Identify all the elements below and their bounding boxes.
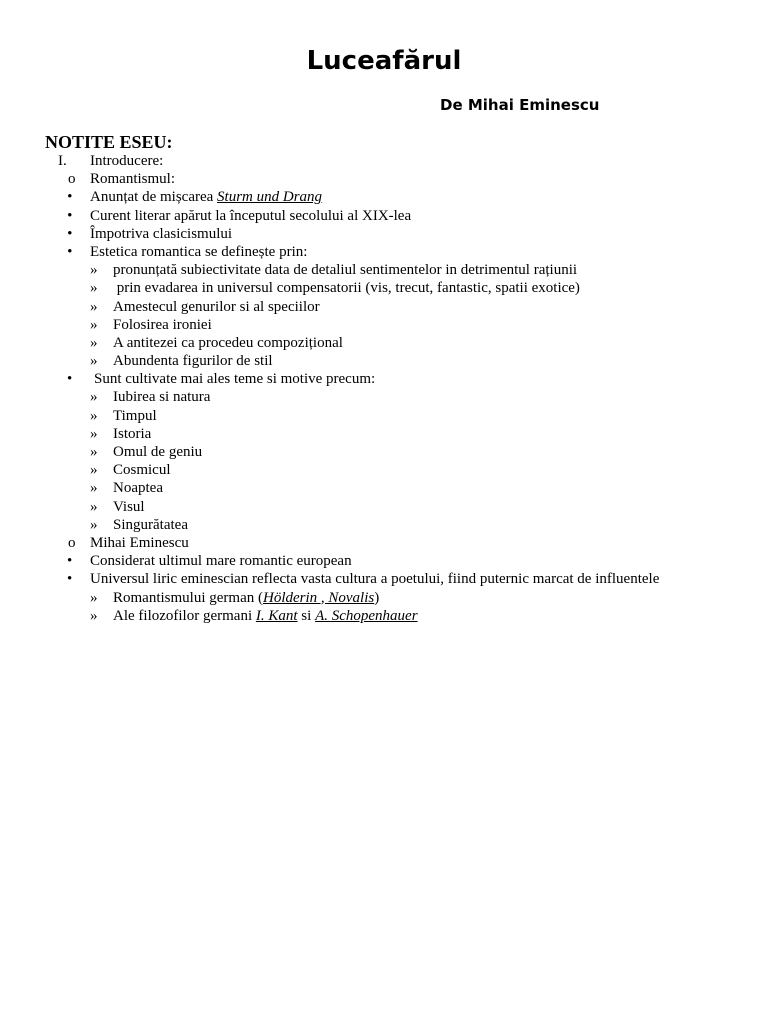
chevron-bullet-icon: »	[90, 353, 98, 370]
sub-item	[0, 479, 768, 497]
item-text: Mihai Eminescu	[90, 534, 189, 551]
chevron-bullet-icon: »	[90, 516, 98, 533]
sub-item	[0, 279, 768, 297]
sub-item	[0, 352, 768, 370]
sub-item-text: A antitezei ca procedeu compozițional	[113, 334, 343, 351]
sub-item-text: Iubirea si natura	[113, 389, 211, 406]
item-text: Împotriva clasicismului	[90, 225, 233, 242]
sub-item-text: Amestecul genurilor si al speciilor	[113, 298, 320, 315]
sub-item-text: Singurătatea	[113, 516, 188, 533]
sub-item-text: Noaptea	[113, 480, 163, 497]
sub-item	[0, 425, 768, 443]
document-author: De Mihai Eminescu	[440, 96, 600, 114]
sub-item-text: Timpul	[113, 407, 157, 424]
sub-item	[0, 298, 768, 316]
sub-item	[0, 589, 768, 607]
bullet-marker: •	[67, 371, 73, 388]
reference-schopenhauer: A. Schopenhauer	[315, 607, 418, 624]
sub-item-text: prin evadarea in universul compensatorii (vis, trecut, fantastic, spatii exotice)	[113, 280, 580, 297]
sub-item-text: Istoria	[113, 425, 152, 442]
chevron-bullet-icon: »	[90, 498, 98, 515]
outline-item-eminescu	[0, 534, 768, 552]
bullet-marker: •	[67, 553, 73, 570]
outline-item-curent	[0, 207, 768, 225]
outline-item-teme	[0, 370, 768, 388]
chevron-bullet-icon: »	[90, 462, 98, 479]
sub-item	[0, 607, 768, 625]
sub-item-text: Folosirea ironiei	[113, 316, 212, 333]
sub-item-text	[113, 589, 379, 607]
item-text: Introducere:	[90, 153, 164, 169]
chevron-bullet-icon: »	[90, 425, 98, 442]
reference-kant: I. Kant	[255, 607, 298, 624]
sub-item	[0, 407, 768, 425]
chevron-bullet-icon: »	[90, 589, 98, 606]
circle-bullet-marker: o	[68, 534, 76, 551]
chevron-bullet-icon: »	[90, 389, 98, 406]
sub-item-text	[113, 607, 418, 625]
chevron-bullet-icon: »	[90, 280, 98, 297]
chevron-bullet-icon: »	[90, 334, 98, 351]
sub-item	[0, 261, 768, 279]
item-text: Estetica romantica se definește prin:	[90, 243, 308, 260]
outline-item-estetica	[0, 243, 768, 261]
bullet-marker: •	[67, 207, 73, 224]
item-text-prefix: Anunțat de mișcarea	[90, 189, 218, 206]
bullet-marker: •	[67, 189, 73, 206]
sub-item	[0, 316, 768, 334]
chevron-bullet-icon: »	[90, 316, 98, 333]
outline-item-universul	[0, 570, 768, 588]
item-text	[90, 188, 322, 206]
chevron-bullet-icon: »	[90, 262, 98, 279]
outline-item-introducere	[0, 152, 768, 170]
reference-sturm-und-drang: Sturm und Drang	[217, 189, 323, 206]
sub-item-text: Abundenta figurilor de stil	[113, 353, 273, 370]
outline-item-anuntat	[0, 188, 768, 206]
notes-outline	[0, 152, 768, 625]
item-text-joiner: si	[297, 607, 316, 624]
sub-item-text: Visul	[113, 498, 145, 515]
sub-item	[0, 461, 768, 479]
item-text: Universul liric eminescian reflecta vasta cultura a poetului, fiind puternic marcat de influentele	[90, 571, 660, 588]
sub-item	[0, 498, 768, 516]
sub-item	[0, 516, 768, 534]
item-text: Curent literar apărut la începutul secolului al XIX-lea	[90, 207, 412, 224]
chevron-bullet-icon: »	[90, 480, 98, 497]
sub-item-text: Omul de geniu	[113, 444, 203, 460]
chevron-bullet-icon: »	[90, 607, 98, 624]
item-text-suffix: )	[374, 589, 380, 606]
bullet-marker: •	[67, 225, 73, 242]
section-heading: NOTITE ESEU:	[45, 132, 173, 152]
circle-bullet-marker: o	[68, 171, 76, 188]
sub-item-text: pronunțată subiectivitate data de detaliul sentimentelor in detrimentul rațiunii	[113, 262, 578, 279]
item-text: Sunt cultivate mai ales teme si motive precum:	[94, 371, 376, 388]
reference-holderin-novalis: Hölderin , Novalis	[262, 589, 375, 606]
chevron-bullet-icon: »	[90, 298, 98, 315]
sub-item-text: Cosmicul	[113, 462, 171, 479]
outline-item-impotriva	[0, 225, 768, 243]
item-text: Considerat ultimul mare romantic european	[90, 553, 352, 570]
chevron-bullet-icon: »	[90, 444, 98, 460]
item-text: Romantismul:	[90, 171, 176, 188]
item-text-prefix: Romantismului german (	[113, 589, 263, 606]
bullet-marker: •	[67, 571, 73, 588]
sub-item	[0, 443, 768, 461]
bullet-marker: •	[67, 243, 73, 260]
roman-numeral-marker: I.	[58, 153, 67, 169]
item-text-prefix: Ale filozofilor germani	[113, 607, 256, 624]
sub-item	[0, 334, 768, 352]
outline-item-considerat	[0, 552, 768, 570]
chevron-bullet-icon: »	[90, 407, 98, 424]
document-title: Luceafărul	[306, 46, 462, 76]
sub-item	[0, 388, 768, 406]
outline-item-romantismul	[0, 170, 768, 188]
